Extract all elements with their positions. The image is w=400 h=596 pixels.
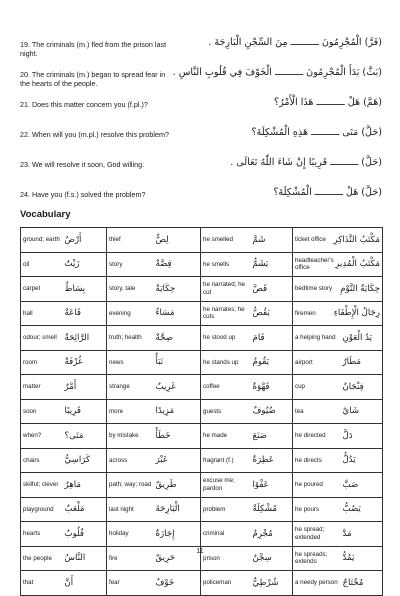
vocabulary-arabic-word: شَمَّ [251, 228, 293, 253]
vocabulary-arabic-word: قَهْوَةٌ [251, 375, 293, 400]
vocabulary-row [21, 228, 383, 253]
vocabulary-english-meaning: criminal [201, 522, 251, 547]
vocabulary-english-meaning: oil [21, 252, 63, 277]
vocabulary-arabic-word: قُلُوبٌ [63, 522, 107, 547]
vocabulary-arabic-word: صَبَّ [341, 473, 383, 498]
vocabulary-english-meaning: coffee [201, 375, 251, 400]
vocabulary-row [21, 571, 383, 596]
vocabulary-arabic-word: مَتَى؟ [63, 424, 107, 449]
vocabulary-english-meaning: he spreads; extends [293, 546, 341, 571]
vocabulary-arabic-word: نَبَأٌ [154, 350, 201, 375]
vocabulary-arabic-word: أَرْضٌ [63, 228, 107, 253]
vocabulary-arabic-word: عَفْوًا [251, 473, 293, 498]
vocabulary-arabic-word: عَطِرَةٌ [251, 448, 293, 473]
vocabulary-english-meaning: story, tale [107, 277, 154, 302]
vocabulary-arabic-word: يَشَمُّ [251, 252, 293, 277]
vocabulary-english-meaning: across [107, 448, 154, 473]
vocabulary-row [21, 301, 383, 326]
vocabulary-english-meaning: hearts [21, 522, 63, 547]
vocabulary-english-meaning: problem [201, 497, 251, 522]
vocabulary-english-meaning: hall [21, 301, 63, 326]
vocabulary-arabic-word: حِكَايَةٌ [154, 277, 201, 302]
vocabulary-english-meaning: strange [107, 375, 154, 400]
exercise-arabic: (حَلَّ) ــــــــــ قَرِيبًا إِنْ شَاءَ اللّٰهُ تَعَالَى . [230, 157, 382, 168]
vocabulary-english-meaning: path; way; road [107, 473, 154, 498]
vocabulary-english-meaning: he directed [293, 424, 341, 449]
vocabulary-arabic-word: مُحْتَاجٌ [341, 571, 383, 596]
vocabulary-english-meaning: evening [107, 301, 154, 326]
vocabulary-arabic-word: غَرِيبٌ [154, 375, 201, 400]
vocabulary-arabic-word: دَلَّ [341, 424, 383, 449]
vocabulary-english-meaning: he pours [293, 497, 341, 522]
vocabulary-arabic-word: سِجْنٌ [251, 546, 293, 571]
vocabulary-row [21, 522, 383, 547]
vocabulary-arabic-word: النَّاسُ [63, 546, 107, 571]
vocabulary-arabic-word: خَوْفٌ [154, 571, 201, 596]
vocabulary-row [21, 497, 383, 522]
exercise-item [20, 186, 382, 216]
vocabulary-arabic-word: مَسَاءٌ [154, 301, 201, 326]
vocabulary-english-meaning: he stands up [201, 350, 251, 375]
vocabulary-arabic-word: يَمُدُّ [341, 546, 383, 571]
vocabulary-arabic-word: مَزِيدًا [154, 399, 201, 424]
vocabulary-arabic-word: قِصَّةٌ [154, 252, 201, 277]
vocabulary-row [21, 473, 383, 498]
exercise-arabic: (هَمَّ) هَلْ ــــــــــ هَذَا الْأَمْرُ؟ [274, 97, 382, 108]
vocabulary-english-meaning: fragrant (f.) [201, 448, 251, 473]
vocabulary-arabic-word: حَرِيقٌ [154, 546, 201, 571]
exercise-arabic: (حَلَّ) هَلْ ــــــــــ الْمُشْكِلَةَ؟ [273, 187, 382, 198]
vocabulary-english-meaning: last night [107, 497, 154, 522]
vocabulary-arabic-word: يَقُصُّ [251, 301, 293, 326]
vocabulary-arabic-word: أَمْرٌ [63, 375, 107, 400]
vocabulary-arabic-word: مَطَارٌ [341, 350, 383, 375]
vocabulary-english-meaning: prison [201, 546, 251, 571]
vocabulary-english-meaning: fire [107, 546, 154, 571]
exercise-item [20, 96, 382, 126]
vocabulary-row [21, 375, 383, 400]
vocabulary-arabic-word: بِسَاطٌ [63, 277, 107, 302]
vocabulary-row [21, 399, 383, 424]
vocabulary-english-meaning: playground [21, 497, 63, 522]
vocabulary-english-meaning: he narrates; he cuts [201, 301, 251, 326]
vocabulary-english-meaning: guests [201, 399, 251, 424]
vocabulary-row [21, 326, 383, 351]
exercise-english: 22. When will you (m.pl.) resolve this problem? [20, 130, 169, 139]
vocabulary-arabic-word: قَامَ [251, 326, 293, 351]
exercise-item [20, 36, 382, 66]
vocabulary-english-meaning: the people [21, 546, 63, 571]
vocabulary-english-meaning: that [21, 571, 63, 596]
exercise-arabic: (فَرَّ) الْمُجْرِمُونَ ــــــــــ مِنَ السِّجْنِ الْبَارِحَةَ . [208, 37, 382, 48]
exercise-list [20, 36, 382, 216]
vocabulary-arabic-word: فِنْجَانٌ [341, 375, 383, 400]
vocabulary-english-meaning: a helping hand [293, 326, 341, 351]
vocabulary-english-meaning: excuse me; pardon [201, 473, 251, 498]
vocabulary-arabic-word: مَكْتَبُ التَّذَاكِرِ [341, 228, 383, 253]
exercise-arabic: (حَلَّ) مَتَى ــــــــــ هَذِهِ الْمُشْكِلَةَ؟ [251, 127, 382, 138]
page-number: 11 [196, 548, 204, 555]
vocabulary-english-meaning: policeman [201, 571, 251, 596]
vocabulary-arabic-word: حِكَايَةُ النَّوْمِ [341, 277, 383, 302]
vocabulary-english-meaning: skilful; clever [21, 473, 63, 498]
vocabulary-english-meaning: chairs [21, 448, 63, 473]
vocabulary-arabic-word: شُرْطِيٌّ [251, 571, 293, 596]
vocabulary-arabic-word: زَيْتٌ [63, 252, 107, 277]
vocabulary-english-meaning: he made [201, 424, 251, 449]
vocabulary-english-meaning: when? [21, 424, 63, 449]
vocabulary-english-meaning: matter [21, 375, 63, 400]
vocabulary-english-meaning: truth; health [107, 326, 154, 351]
vocabulary-arabic-word: أَنَّ [63, 571, 107, 596]
vocabulary-row [21, 448, 383, 473]
vocabulary-arabic-word: رِجَالُ الْإِطْفَاءِ [341, 301, 383, 326]
vocabulary-arabic-word: شَايٌ [341, 399, 383, 424]
vocabulary-arabic-word: طَرِيقٌ [154, 473, 201, 498]
vocabulary-english-meaning: he smelled [201, 228, 251, 253]
vocabulary-english-meaning: ground; earth [21, 228, 63, 253]
vocabulary-english-meaning: holiday [107, 522, 154, 547]
vocabulary-arabic-word: يَقُومُ [251, 350, 293, 375]
vocabulary-arabic-word: مُشْكِلَةٌ [251, 497, 293, 522]
vocabulary-arabic-word: إِجَازَةٌ [154, 522, 201, 547]
vocabulary-english-meaning: he smells [201, 252, 251, 277]
vocabulary-english-meaning: room [21, 350, 63, 375]
vocabulary-english-meaning: he narrated; he cut [201, 277, 251, 302]
vocabulary-english-meaning: he directs [293, 448, 341, 473]
exercise-item [20, 156, 382, 186]
vocabulary-english-meaning: airport [293, 350, 341, 375]
vocabulary-english-meaning: tea [293, 399, 341, 424]
vocabulary-arabic-word: صِحَّةٌ [154, 326, 201, 351]
vocabulary-english-meaning: firemen [293, 301, 341, 326]
vocabulary-row [21, 252, 383, 277]
vocabulary-english-meaning: fear [107, 571, 154, 596]
exercise-item [20, 126, 382, 156]
vocabulary-arabic-word: كَرَاسِيُّ [63, 448, 107, 473]
vocabulary-english-meaning: thief [107, 228, 154, 253]
vocabulary-arabic-word: مَدَّ [341, 522, 383, 547]
vocabulary-english-meaning: a needy person [293, 571, 341, 596]
exercise-english: 23. We will resolve it soon, God willing. [20, 160, 145, 169]
vocabulary-english-meaning: he stood up [201, 326, 251, 351]
exercise-english: 20. The criminals (m.) began to spread fear in the hearts of the people. [20, 70, 166, 88]
vocabulary-english-meaning: ticket office [293, 228, 341, 253]
vocabulary-arabic-word: ضُيُوفٌ [251, 399, 293, 424]
vocabulary-english-meaning: carpet [21, 277, 63, 302]
vocabulary-row [21, 350, 383, 375]
vocabulary-english-meaning: story [107, 252, 154, 277]
vocabulary-arabic-word: غُرْفَةٌ [63, 350, 107, 375]
vocabulary-arabic-word: مُجْرِمٌ [251, 522, 293, 547]
vocabulary-arabic-word: صَنَعَ [251, 424, 293, 449]
vocabulary-arabic-word: يَصُبُّ [341, 497, 383, 522]
vocabulary-arabic-word: خَطَأً [154, 424, 201, 449]
exercise-english: 21. Does this matter concern you (f.pl.)? [20, 100, 148, 109]
vocabulary-english-meaning: he spread; extended [293, 522, 341, 547]
vocabulary-arabic-word: الرَّائِحَةُ [63, 326, 107, 351]
vocabulary-english-meaning: soon [21, 399, 63, 424]
vocabulary-arabic-word: مَاهِرٌ [63, 473, 107, 498]
vocabulary-english-meaning: he poured [293, 473, 341, 498]
vocabulary-arabic-word: قَرِيبًا [63, 399, 107, 424]
vocabulary-english-meaning: more [107, 399, 154, 424]
vocabulary-arabic-word: لِصٌّ [154, 228, 201, 253]
vocabulary-english-meaning: odour; smell [21, 326, 63, 351]
exercise-english: 24. Have you (f.s.) solved the problem? [20, 190, 146, 199]
vocabulary-english-meaning: news [107, 350, 154, 375]
vocabulary-arabic-word: مَكْتَبُ الْمُدِيرِ [341, 252, 383, 277]
vocabulary-english-meaning: bedtime story [293, 277, 341, 302]
vocabulary-arabic-word: قَاعَةٌ [63, 301, 107, 326]
vocabulary-arabic-word: مَلْعَبٌ [63, 497, 107, 522]
vocabulary-arabic-word: قَصَّ [251, 277, 293, 302]
exercise-item [20, 66, 382, 96]
exercise-english: 19. The criminals (m.) fled from the prison last night. [20, 40, 167, 58]
vocabulary-arabic-word: الْبَارِحَةَ [154, 497, 201, 522]
vocabulary-arabic-word: يَدُ الْعَوْنِ [341, 326, 383, 351]
vocabulary-table [20, 227, 383, 596]
vocabulary-row [21, 277, 383, 302]
exercise-arabic: (بَثَّ) بَدَأَ الْمُجْرِمُونَ ــــــــــ الْخَوْفَ فِي قُلُوبِ النَّاسِ . [172, 67, 382, 78]
vocabulary-heading: Vocabulary [20, 209, 71, 220]
vocabulary-row [21, 424, 383, 449]
vocabulary-english-meaning: cup [293, 375, 341, 400]
vocabulary-table-body [21, 228, 383, 596]
vocabulary-arabic-word: عَبْرَ [154, 448, 201, 473]
vocabulary-english-meaning: by mistake [107, 424, 154, 449]
vocabulary-english-meaning: headteacher's office [293, 252, 341, 277]
vocabulary-arabic-word: يَدُلُّ [341, 448, 383, 473]
